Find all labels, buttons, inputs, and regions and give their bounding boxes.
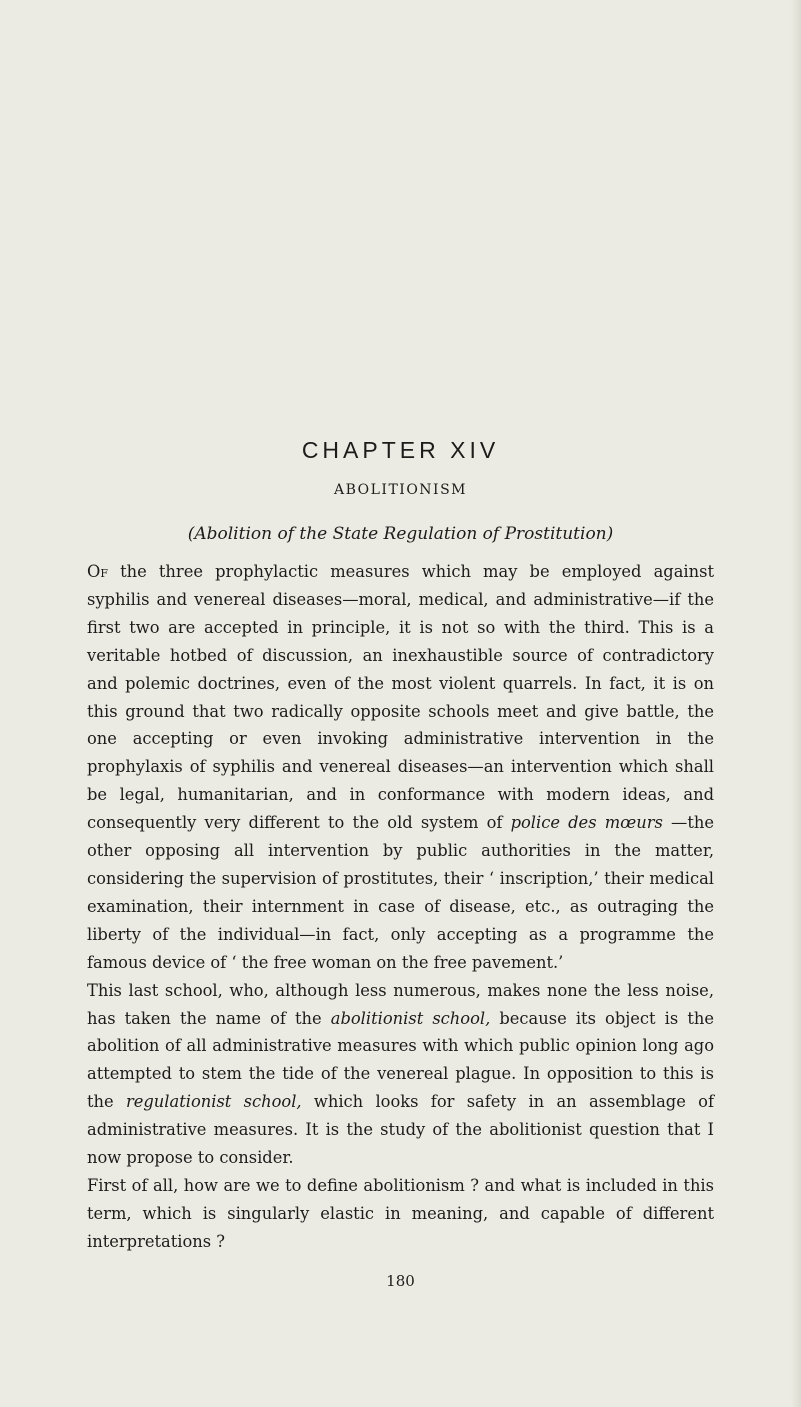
paragraph-1-text-b: —the other opposing all intervention by public authorities in the matter, considering the supervision of prostitutes, their ‘ inscription,’ their medical examination, their internment in case of disease, etc., as outraging the liberty of the individual—in fact, only accepting as a programme the famous device of ‘ the free woman on the free pavement.’ bbox=[87, 813, 714, 972]
page-edge-shadow bbox=[791, 0, 801, 1407]
chapter-subtitle: (Abolition of the State Regulation of Prostitution) bbox=[187, 524, 614, 544]
paragraph-2-text-c: which looks for safety in an assemblage of administrative measures. It is the study of the abolitionist question that I now propose to consider. bbox=[87, 1092, 714, 1168]
chapter-text bbox=[87, 434, 714, 1256]
paragraph-1 bbox=[87, 558, 714, 977]
paragraph-1-text-a: the three prophylactic measures which may be employed against syphilis and venereal diseases—moral, medical, and administrative—if the first two are accepted in principle, it is not so with the third. This is a veritable hotbed of discussion, an inexhaustible source of contradictory and polemic doctrines, even of the most violent quarrels. In fact, it is on this ground that two radically opposite schools meet and give battle, the one accepting or even invoking administrative intervention in the prophylaxis of syphilis and venereal diseases—an intervention which shall be legal, humanitarian, and in conformance with modern ideas, and consequently very different to the old system of bbox=[87, 562, 714, 833]
paragraph-1-opening-word: Of bbox=[87, 562, 108, 581]
paragraph-2-text-b: because its object is the abolition of all administrative measures with which public opinion long ago attempted to stem the tide of the venereal plague. In opposition to this is the bbox=[87, 1008, 714, 1112]
paragraph-2-text-a: This last school, who, although less numerous, makes none the less noise, has taken the name of the bbox=[87, 980, 714, 1028]
paragraph-2-italic-abolitionist: abolitionist school, bbox=[330, 1008, 491, 1028]
section-heading: ABOLITIONISM bbox=[333, 482, 467, 498]
paragraph-3: First of all, how are we to define abolitionism ? and what is included in this term, which is singularly elastic in meaning, and capable of different interpretations ? bbox=[87, 1175, 714, 1251]
paragraph-1-italic: police des mœurs bbox=[510, 813, 663, 833]
paragraph-2-italic-regulationist: regulationist school, bbox=[125, 1092, 302, 1112]
paragraph-2 bbox=[87, 977, 714, 1172]
page-number: 180 bbox=[386, 1272, 415, 1290]
chapter-heading: CHAPTER XIV bbox=[301, 437, 500, 463]
